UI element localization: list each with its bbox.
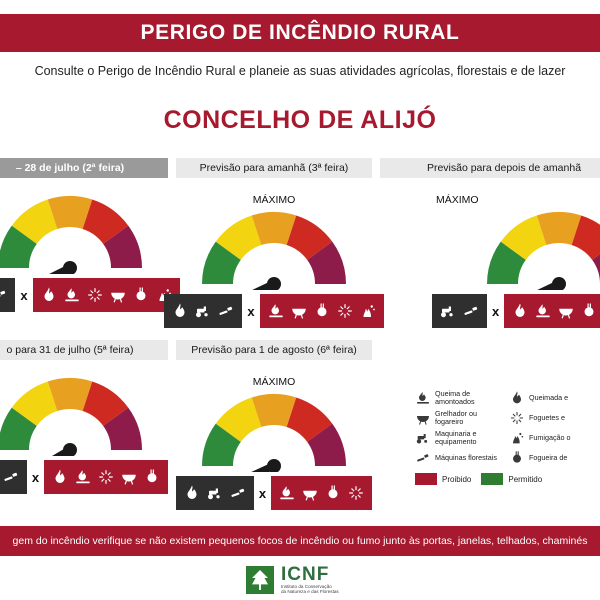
gauge-svg-1 — [189, 210, 359, 290]
forbidden-activities-4 — [271, 476, 372, 510]
icon-strip-3 — [0, 460, 168, 494]
legend-item — [415, 448, 503, 468]
panel-day-label-3: o para 31 de julho (5ª feira) — [0, 340, 168, 360]
icon-strip-0 — [0, 278, 168, 312]
pile-burning-icon — [74, 468, 92, 486]
separator-x-1: x — [242, 294, 259, 328]
legend-key-label: Proibido — [442, 474, 472, 484]
logo-line2: da Natureza e das Florestas — [281, 588, 339, 594]
legend-label: Grelhador ou fogareiro — [435, 409, 477, 426]
gauge-2 — [380, 210, 600, 288]
bonfire-icon — [511, 302, 529, 320]
fireworks-icon — [97, 468, 115, 486]
bonfire-icon — [509, 390, 525, 406]
legend-item — [509, 408, 597, 428]
legend-item — [509, 428, 597, 448]
legend-item — [415, 408, 503, 428]
footer-text: gem do incêndio verifique se não existem pequenos focos de incêndio ou fumo junto às portas, janelas, telhados, chaminés — [12, 535, 588, 547]
grill-icon — [120, 468, 138, 486]
footer-bar — [0, 526, 600, 556]
fumigation-icon — [359, 302, 377, 320]
grill-icon — [557, 302, 575, 320]
panel-day-label-1: Previsão para amanhã (3ª feira) — [176, 158, 372, 178]
legend-label: Máquinas florestais — [435, 453, 497, 463]
separator-x-0: x — [15, 278, 32, 312]
allowed-activities-1 — [164, 294, 242, 328]
forecast-panel-2 — [380, 158, 600, 328]
pile-burning-icon — [63, 286, 81, 304]
bonfire-icon — [171, 302, 189, 320]
icon-strip-4 — [176, 476, 372, 510]
fumigation-icon — [509, 430, 525, 446]
fireworks-icon — [86, 286, 104, 304]
panel-day-label-4: Previsão para 1 de agosto (6ª feira) — [176, 340, 372, 360]
gauge-1 — [176, 210, 372, 288]
grill-icon — [415, 410, 431, 426]
logo-text — [281, 565, 339, 595]
smoker-icon — [509, 450, 525, 466]
gauge-0 — [0, 194, 168, 272]
forecast-panel-1 — [176, 158, 372, 328]
swatch-green — [481, 473, 503, 485]
smoker-icon — [132, 286, 150, 304]
fireworks-icon — [347, 484, 365, 502]
forecast-panel-3 — [0, 340, 168, 494]
swatch-red — [415, 473, 437, 485]
legend-column-right — [509, 388, 597, 468]
panel-level-4: MÁXIMO — [252, 376, 296, 388]
forest-machines-icon — [2, 468, 20, 486]
forest-machines-icon — [217, 302, 235, 320]
allowed-activities-3 — [0, 460, 27, 494]
legend-label: Queima de amontoados — [435, 389, 475, 406]
icnf-logo — [246, 563, 386, 597]
legend-item — [509, 388, 597, 408]
allowed-activities-2 — [432, 294, 487, 328]
gauge-4 — [176, 392, 372, 470]
grill-icon — [109, 286, 127, 304]
legend-key-allowed — [481, 473, 542, 485]
gauge-svg-3 — [0, 376, 155, 456]
gauge-svg-4 — [189, 392, 359, 472]
separator-x-4: x — [254, 476, 271, 510]
machinery-icon — [439, 302, 457, 320]
allowed-activities-0 — [0, 278, 15, 312]
smoker-icon — [580, 302, 598, 320]
pile-burning-icon — [415, 390, 431, 406]
legend-key-label: Permitido — [508, 474, 543, 484]
allowed-activities-4 — [176, 476, 254, 510]
forbidden-activities-1 — [260, 294, 384, 328]
bonfire-icon — [183, 484, 201, 502]
forecast-panel-0 — [0, 158, 168, 312]
panel-day-label-2: Previsão para depois de amanhã — [380, 158, 600, 178]
page-title: PERIGO DE INCÊNDIO RURAL — [140, 21, 460, 44]
legend-key-forbidden — [415, 473, 471, 485]
legend-label: Maquinaria e equipamento — [435, 429, 477, 446]
gauge-svg-0 — [0, 194, 155, 274]
pile-burning-icon — [267, 302, 285, 320]
grill-icon — [290, 302, 308, 320]
legend-item — [415, 428, 503, 448]
forest-machines-icon — [415, 450, 431, 466]
forest-machines-icon — [229, 484, 247, 502]
legend-label: Fumigação o — [529, 433, 571, 443]
header-bar — [0, 14, 600, 52]
forbidden-activities-0 — [33, 278, 180, 312]
forest-machines-icon — [0, 286, 8, 304]
legend-label: Fogueira de — [529, 453, 568, 463]
bonfire-icon — [40, 286, 58, 304]
separator-x-3: x — [27, 460, 44, 494]
panel-level-2: MÁXIMO — [436, 194, 479, 206]
smoker-icon — [143, 468, 161, 486]
panel-level-1: MÁXIMO — [252, 194, 296, 206]
logo-name: ICNF — [281, 564, 330, 586]
forecast-panel-4 — [176, 340, 372, 510]
forest-machines-icon — [462, 302, 480, 320]
forbidden-activities-3 — [44, 460, 168, 494]
logo-line1: Instituto da Conservação — [281, 584, 332, 590]
machinery-icon — [194, 302, 212, 320]
icon-strip-2 — [380, 294, 600, 328]
fireworks-icon — [336, 302, 354, 320]
subtitle: Consulte o Perigo de Incêndio Rural e planeie as suas atividades agrícolas, florestais e de lazer — [34, 64, 566, 78]
bonfire-icon — [51, 468, 69, 486]
legend-label: Queimada e — [529, 393, 569, 403]
machinery-icon — [206, 484, 224, 502]
legend-item — [415, 388, 503, 408]
municipality-title: CONCELHO DE ALIJÓ — [163, 106, 437, 134]
icon-strip-1 — [176, 294, 372, 328]
fireworks-icon — [509, 410, 525, 426]
gauge-3 — [0, 376, 168, 454]
pile-burning-icon — [278, 484, 296, 502]
legend-label: Foguetes e — [529, 413, 565, 423]
smoker-icon — [324, 484, 342, 502]
forbidden-activities-2 — [504, 294, 600, 328]
legend-column-left — [415, 388, 503, 468]
panel-day-label-0: – 28 de julho (2ª feira) — [0, 158, 168, 178]
smoker-icon — [313, 302, 331, 320]
grill-icon — [301, 484, 319, 502]
legend-item — [509, 448, 597, 468]
pile-burning-icon — [534, 302, 552, 320]
gauge-svg-2 — [474, 210, 600, 290]
legend — [415, 388, 597, 485]
tree-icon — [246, 566, 274, 594]
separator-x-2: x — [487, 294, 504, 328]
machinery-icon — [415, 430, 431, 446]
